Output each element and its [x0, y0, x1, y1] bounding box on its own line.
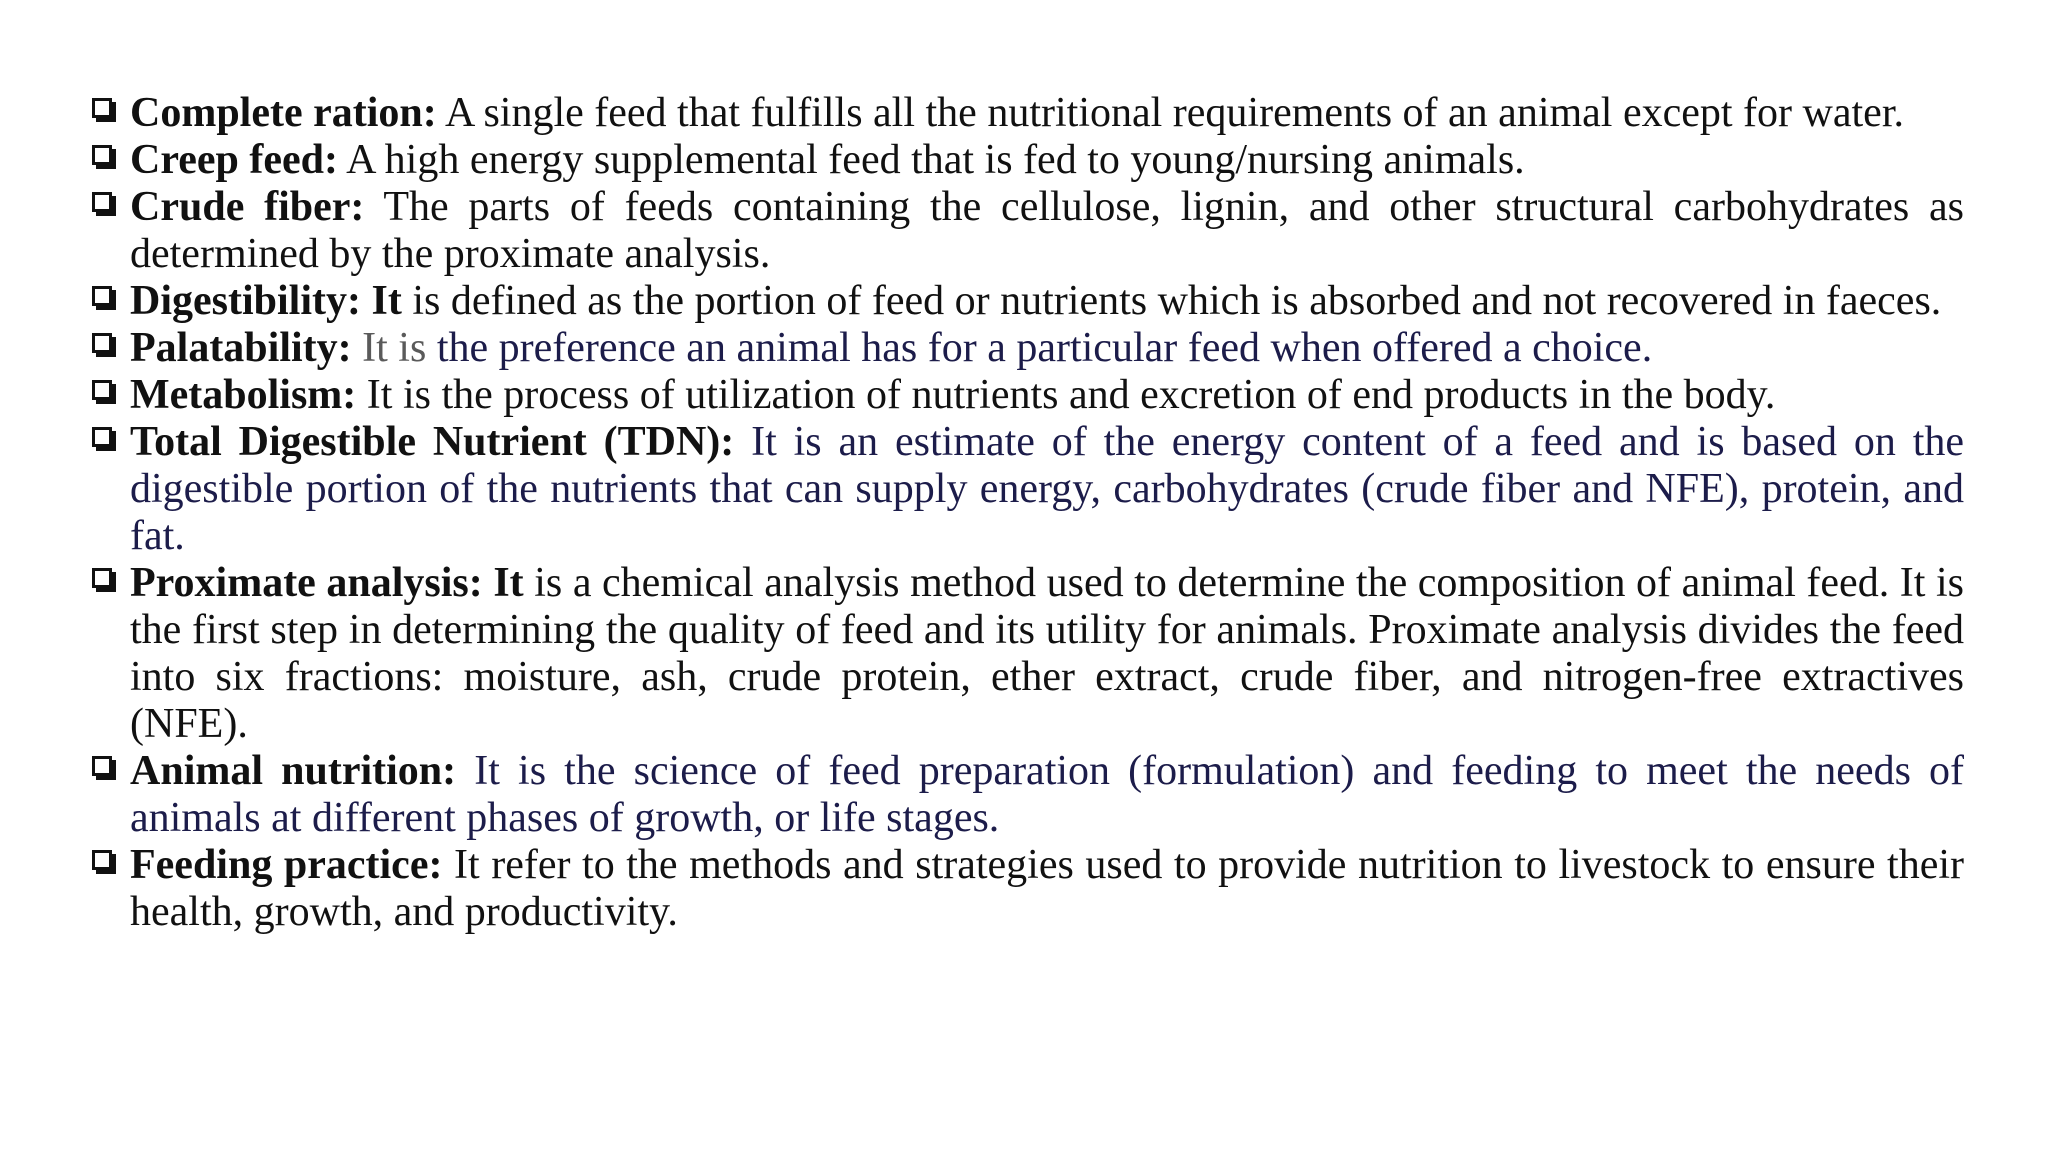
term-label: Creep feed: — [130, 137, 338, 183]
term-definition: It is the process of utilization of nutrients and excretion of end products in the body. — [366, 372, 1776, 418]
glossary-item-animal-nutrition — [92, 748, 1964, 842]
term-label: Metabolism: — [130, 372, 357, 418]
term-definition: A high energy supplemental feed that is fed to young/nursing animals. — [346, 137, 1525, 183]
glossary-item-proximate-analysis — [92, 560, 1964, 748]
glossary-item-feeding-practice — [92, 842, 1964, 936]
term-definition: It is the science of feed preparation (formulation) and feeding to meet the needs of animals at different phases of growth, or life stages. — [130, 748, 1965, 841]
checkbox-bullet-icon — [92, 98, 116, 122]
definition-lead: It is — [362, 325, 427, 371]
checkbox-bullet-icon — [92, 192, 116, 216]
term-definition: A single feed that fulfills all the nutritional requirements of an animal except for water. — [444, 90, 1904, 136]
checkbox-bullet-icon — [92, 380, 116, 404]
term-definition: It is an estimate of the energy content of a feed and is based on the digestible portion of the nutrients that can supply energy, carbohydrates (crude fiber and NFE), protein, and fat. — [130, 419, 1965, 559]
glossary-item-creep-feed — [92, 137, 1964, 184]
checkbox-bullet-icon — [92, 145, 116, 169]
checkbox-bullet-icon — [92, 333, 116, 357]
term-label: Palatability: — [130, 325, 352, 371]
definition-body: the preference an animal has for a particular feed when offered a choice. — [436, 325, 1653, 371]
glossary-list — [92, 90, 1964, 936]
glossary-item-crude-fiber — [92, 184, 1964, 278]
term-label: Total Digestible Nutrient (TDN): — [130, 419, 735, 465]
checkbox-bullet-icon — [92, 427, 116, 451]
glossary-item-digestibility — [92, 278, 1964, 325]
term-label: Animal nutrition: — [130, 748, 457, 794]
term-definition: is a chemical analysis method used to determine the composition of animal feed. It is the first step in determining the quality of feed and its utility for animals. Proximate analysis divides the feed into six fractions: moisture, ash, crude protein, ether extract, crude fiber, and nitrogen-free extractives (NFE). — [130, 560, 1965, 747]
term-label: Feeding practice: — [130, 842, 443, 888]
checkbox-bullet-icon — [92, 286, 116, 310]
term-label: Proximate analysis: It — [130, 560, 524, 606]
term-definition: is defined as the portion of feed or nutrients which is absorbed and not recovered in faeces. — [412, 278, 1942, 324]
glossary-item-tdn — [92, 419, 1964, 560]
term-label: Crude fiber: — [130, 184, 365, 230]
glossary-item-palatability — [92, 325, 1964, 372]
checkbox-bullet-icon — [92, 756, 116, 780]
glossary-item-metabolism — [92, 372, 1964, 419]
checkbox-bullet-icon — [92, 850, 116, 874]
checkbox-bullet-icon — [92, 568, 116, 592]
term-definition: The parts of feeds containing the cellulose, lignin, and other structural carbohydrates as determined by the proximate analysis. — [130, 184, 1964, 277]
term-definition — [362, 325, 1652, 371]
glossary-item-complete-ration — [92, 90, 1964, 137]
term-label: Complete ration: — [130, 90, 437, 136]
term-definition: It refer to the methods and strategies used to provide nutrition to livestock to ensure their health, growth, and productivity. — [130, 842, 1965, 935]
term-label: Digestibility: It — [130, 278, 402, 324]
